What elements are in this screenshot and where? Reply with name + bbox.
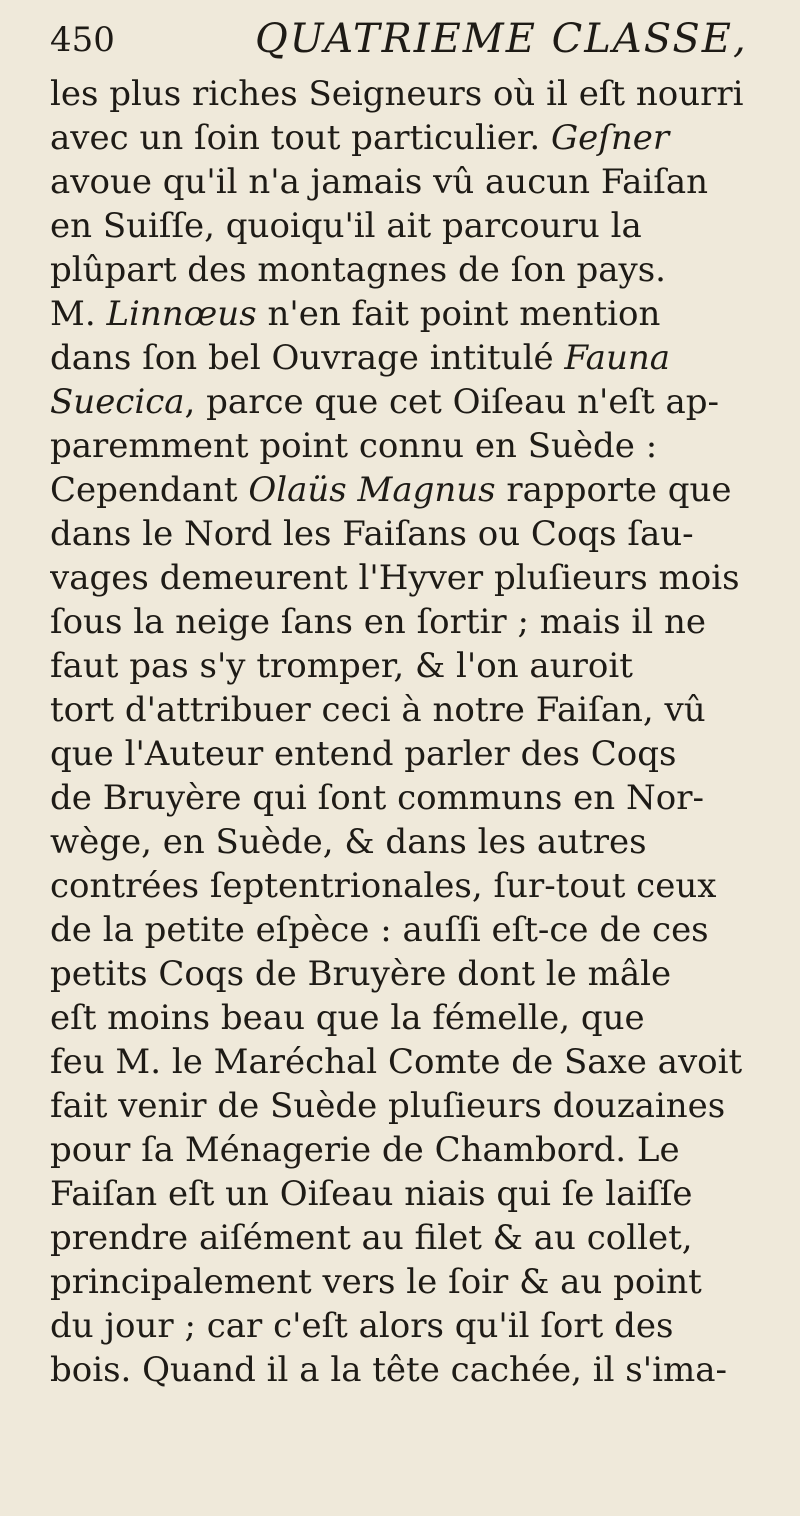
text-segment: les plus riches Seigneurs où il eſt nourri (50, 74, 744, 114)
text-line (50, 72, 800, 116)
text-line (50, 1216, 800, 1260)
text-segment: bois. Quand il a la tête cachée, il s'ima- (50, 1350, 727, 1390)
text-line (50, 864, 800, 908)
text-segment: , parce que cet Oiſeau n'eſt ap- (184, 382, 720, 422)
text-segment: plûpart des montagnes de ſon pays. (50, 250, 666, 290)
text-line (50, 116, 800, 160)
text-line (50, 996, 800, 1040)
text-segment: avoue qu'il n'a jamais vû aucun Faiſan (50, 162, 709, 202)
text-segment: dans le Nord les Faiſans ou Coqs ſau- (50, 514, 694, 554)
text-line (50, 204, 800, 248)
text-segment: pour ſa Ménagerie de Chambord. Le (50, 1130, 680, 1170)
text-segment: paremment point connu en Suède : (50, 426, 658, 466)
text-segment: que l'Auteur entend parler des Coqs (50, 734, 677, 774)
page-number: 450 (50, 20, 115, 60)
text-segment: dans ſon bel Ouvrage intitulé (50, 338, 565, 378)
text-line (50, 512, 800, 556)
text-segment: M. (50, 294, 107, 334)
text-line (50, 1348, 800, 1392)
page-header (50, 14, 780, 74)
text-segment: principalement vers le ſoir & au point (50, 1262, 702, 1302)
text-line (50, 380, 800, 424)
text-line (50, 820, 800, 864)
text-segment: faut pas s'y tromper, & l'on auroit (50, 646, 633, 686)
text-segment: tort d'attribuer ceci à notre Faiſan, vû (50, 690, 706, 730)
text-line (50, 1040, 800, 1084)
text-line (50, 424, 800, 468)
body-text (50, 72, 800, 1392)
text-line (50, 952, 800, 996)
text-segment: contrées ſeptentrionales, ſur-tout ceux (50, 866, 717, 906)
text-segment: fait venir de Suède pluſieurs douzaines (50, 1086, 726, 1126)
italic-text: Olaüs Magnus (248, 470, 496, 510)
text-segment: eſt moins beau que la fémelle, que (50, 998, 645, 1038)
text-line (50, 600, 800, 644)
text-line (50, 1260, 800, 1304)
text-line (50, 1172, 800, 1216)
text-segment: feu M. le Maréchal Comte de Saxe avoit (50, 1042, 743, 1082)
text-segment: prendre aiſément au filet & au collet, (50, 1218, 693, 1258)
text-segment: vages demeurent l'Hyver pluſieurs mois (50, 558, 740, 598)
text-line (50, 644, 800, 688)
italic-text: Suecica (50, 382, 185, 422)
text-segment: de la petite eſpèce : auſſi eſt-ce de ces (50, 910, 709, 950)
text-segment: wège, en Suède, & dans les autres (50, 822, 647, 862)
running-title: QUATRIEME CLASSE, (255, 16, 748, 62)
text-segment: de Bruyère qui ſont communs en Nor- (50, 778, 704, 818)
text-segment: avec un ſoin tout particulier. (50, 118, 551, 158)
italic-text: Geſner (550, 118, 670, 158)
text-segment: petits Coqs de Bruyère dont le mâle (50, 954, 672, 994)
text-line (50, 732, 800, 776)
italic-text: Fauna (564, 338, 671, 378)
text-segment: Cependant (50, 470, 249, 510)
text-line (50, 556, 800, 600)
text-segment: en Suiſſe, quoiqu'il ait parcouru la (50, 206, 642, 246)
text-line (50, 776, 800, 820)
italic-text: Linnœus (106, 294, 257, 334)
text-line (50, 248, 800, 292)
text-line (50, 1128, 800, 1172)
text-line (50, 292, 800, 336)
text-line (50, 1084, 800, 1128)
text-line (50, 468, 800, 512)
text-line (50, 336, 800, 380)
text-line (50, 160, 800, 204)
text-line (50, 1304, 800, 1348)
text-segment: du jour ; car c'eſt alors qu'il ſort des (50, 1306, 674, 1346)
text-segment: n'en fait point mention (256, 294, 661, 334)
text-line (50, 688, 800, 732)
text-segment: ſous la neige ſans en ſortir ; mais il ne (50, 602, 706, 642)
text-segment: rapporte que (495, 470, 732, 510)
text-segment: Faiſan eſt un Oiſeau niais qui ſe laiſſe (50, 1174, 693, 1214)
text-line (50, 908, 800, 952)
